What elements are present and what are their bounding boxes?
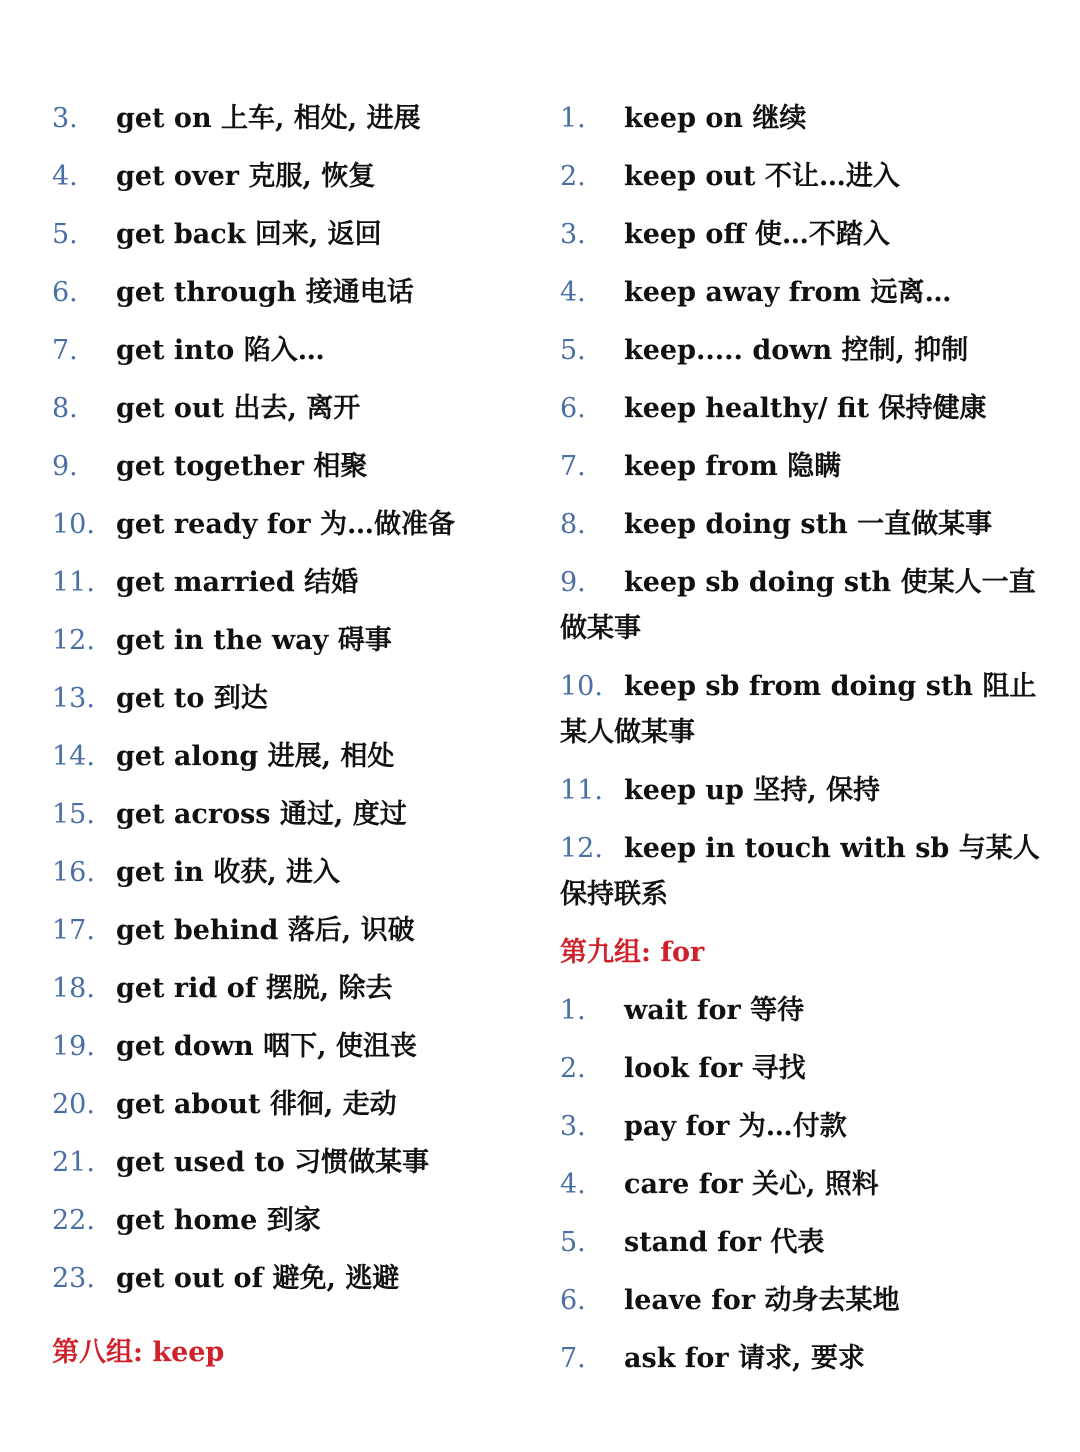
list-item <box>52 444 542 502</box>
list-item <box>560 1220 1040 1278</box>
item-number: 10. <box>52 509 95 540</box>
list-item <box>560 328 1040 386</box>
item-number: 12. <box>560 833 603 864</box>
item-number: 7. <box>52 335 78 366</box>
item-text: get ready for 为…做准备 <box>116 509 456 540</box>
list-item <box>560 1104 1040 1162</box>
list-item <box>560 988 1040 1046</box>
item-number: 7. <box>560 451 586 482</box>
item-number: 22. <box>52 1205 95 1236</box>
item-text: get about 徘徊, 走动 <box>116 1089 397 1120</box>
item-number: 18. <box>52 973 95 1004</box>
list-item <box>52 154 542 212</box>
list-item <box>52 908 542 966</box>
list-item <box>560 1046 1040 1104</box>
item-text: keep up 坚持, 保持 <box>624 775 881 806</box>
section-heading-keep: 第八组: keep <box>52 1337 225 1368</box>
item-text: keep healthy/ fit 保持健康 <box>624 393 987 424</box>
item-number: 4. <box>560 277 586 308</box>
item-text: get across 通过, 度过 <box>116 799 407 830</box>
list-item <box>52 560 542 618</box>
item-text: care for 关心, 照料 <box>624 1169 879 1200</box>
list-item <box>52 1140 542 1198</box>
item-text: get home 到家 <box>116 1205 321 1236</box>
list-item <box>560 1336 1040 1394</box>
item-text: stand for 代表 <box>624 1227 825 1258</box>
item-text: get through 接通电话 <box>116 277 414 308</box>
item-number: 19. <box>52 1031 95 1062</box>
item-number: 1. <box>560 103 586 134</box>
item-number: 17. <box>52 915 95 946</box>
item-number: 16. <box>52 857 95 888</box>
list-item <box>560 1162 1040 1220</box>
item-text: keep off 使…不踏入 <box>624 219 890 250</box>
list-item <box>52 850 542 908</box>
item-number: 9. <box>52 451 78 482</box>
list-item <box>52 1198 542 1256</box>
item-text: get out 出去, 离开 <box>116 393 361 424</box>
item-text: keep in touch with sb 与某人保持联系 <box>560 833 1040 910</box>
item-number: 23. <box>52 1263 95 1294</box>
list-item <box>52 1082 542 1140</box>
item-number: 9. <box>560 567 586 598</box>
item-number: 20. <box>52 1089 95 1120</box>
item-number: 4. <box>560 1169 586 1200</box>
item-number: 8. <box>52 393 78 424</box>
item-text: get into 陷入… <box>116 335 325 366</box>
item-number: 2. <box>560 161 586 192</box>
item-text: get along 进展, 相处 <box>116 741 395 772</box>
item-text: get together 相聚 <box>116 451 368 482</box>
item-number: 5. <box>52 219 78 250</box>
item-text: get back 回来, 返回 <box>116 219 382 250</box>
list-item <box>52 676 542 734</box>
item-text: keep out 不让…进入 <box>624 161 900 192</box>
list-item <box>52 386 542 444</box>
item-number: 11. <box>560 775 603 806</box>
item-number: 10. <box>560 671 603 702</box>
list-item <box>52 734 542 792</box>
item-number: 3. <box>52 103 78 134</box>
item-text: get in 收获, 进入 <box>116 857 341 888</box>
item-number: 3. <box>560 1111 586 1142</box>
item-number: 14. <box>52 741 95 772</box>
item-number: 7. <box>560 1343 586 1374</box>
list-item <box>52 618 542 676</box>
item-text: keep sb doing sth 使某人一直做某事 <box>560 567 1036 644</box>
item-text: get on 上车, 相处, 进展 <box>116 103 421 134</box>
item-number: 12. <box>52 625 95 656</box>
item-text: keep doing sth 一直做某事 <box>624 509 993 540</box>
list-item <box>52 270 542 328</box>
item-text: pay for 为…付款 <box>624 1111 847 1142</box>
item-text: get down 咽下, 使沮丧 <box>116 1031 417 1062</box>
left-column <box>52 96 542 1376</box>
list-item <box>52 1024 542 1082</box>
item-number: 6. <box>560 393 586 424</box>
list-item <box>560 768 1040 826</box>
list-item <box>52 966 542 1024</box>
item-text: get rid of 摆脱, 除去 <box>116 973 393 1004</box>
list-item <box>560 1278 1040 1336</box>
item-text: get married 结婚 <box>116 567 359 598</box>
item-text: get used to 习惯做某事 <box>116 1147 430 1178</box>
list-item <box>52 502 542 560</box>
item-text: get behind 落后, 识破 <box>116 915 415 946</box>
list-item <box>52 212 542 270</box>
item-text: ask for 请求, 要求 <box>624 1343 865 1374</box>
right-column <box>560 96 1040 1394</box>
list-item <box>560 270 1040 328</box>
list-item <box>560 502 1040 560</box>
item-text: get to 到达 <box>116 683 268 714</box>
list-item <box>560 664 1040 756</box>
item-number: 1. <box>560 995 586 1026</box>
item-text: get out of 避免, 逃避 <box>116 1263 400 1294</box>
item-number: 13. <box>52 683 95 714</box>
list-item <box>560 560 1040 652</box>
item-number: 5. <box>560 1227 586 1258</box>
item-number: 15. <box>52 799 95 830</box>
list-item <box>560 386 1040 444</box>
item-text: keep from 隐瞒 <box>624 451 842 482</box>
list-item <box>52 328 542 386</box>
item-text: wait for 等待 <box>624 995 805 1026</box>
list-item <box>560 96 1040 154</box>
list-item <box>52 792 542 850</box>
section-heading-for: 第九组: for <box>560 937 705 968</box>
list-item <box>560 154 1040 212</box>
item-number: 11. <box>52 567 95 598</box>
item-number: 6. <box>52 277 78 308</box>
list-item <box>560 212 1040 270</box>
item-text: keep..... down 控制, 抑制 <box>624 335 969 366</box>
list-item <box>52 96 542 154</box>
item-number: 21. <box>52 1147 95 1178</box>
item-number: 2. <box>560 1053 586 1084</box>
item-text: look for 寻找 <box>624 1053 806 1084</box>
item-text: get over 克服, 恢复 <box>116 161 376 192</box>
item-number: 4. <box>52 161 78 192</box>
item-number: 6. <box>560 1285 586 1316</box>
list-item <box>52 1256 542 1314</box>
list-item <box>560 826 1040 918</box>
item-text: keep away from 远离… <box>624 277 952 308</box>
item-text: leave for 动身去某地 <box>624 1285 900 1316</box>
list-item <box>560 444 1040 502</box>
item-text: keep sb from doing sth 阻止某人做某事 <box>560 671 1037 748</box>
item-text: keep on 继续 <box>624 103 807 134</box>
item-number: 5. <box>560 335 586 366</box>
item-number: 8. <box>560 509 586 540</box>
item-text: get in the way 碍事 <box>116 625 392 656</box>
item-number: 3. <box>560 219 586 250</box>
